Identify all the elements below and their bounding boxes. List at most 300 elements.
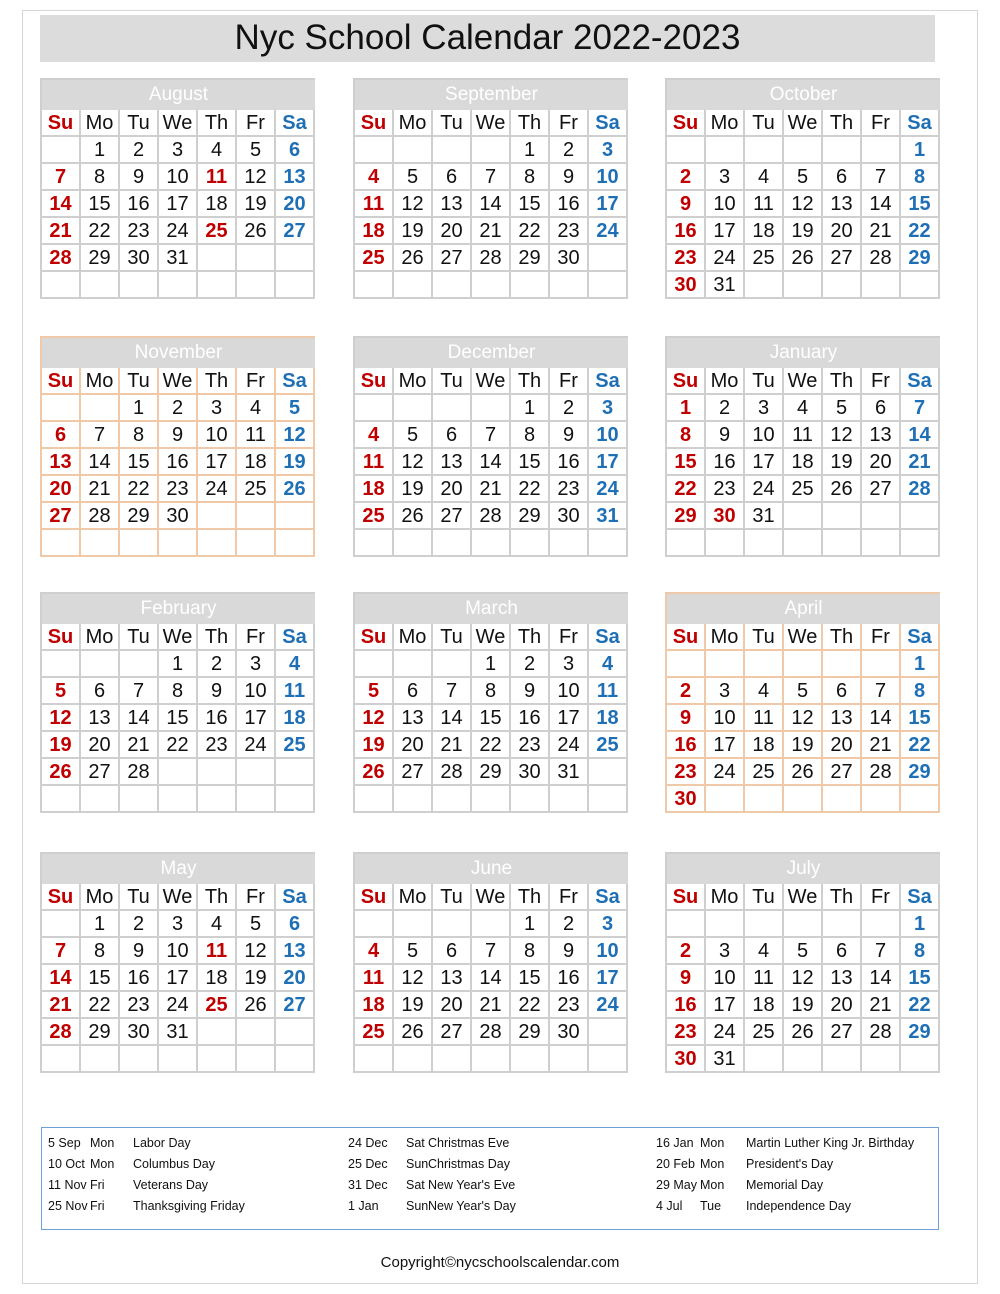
day-cell: 27 xyxy=(862,476,901,503)
day-cell: 29 xyxy=(667,503,706,530)
weekday-header-tu: Tu xyxy=(745,624,784,651)
day-cell: 8 xyxy=(120,422,159,449)
day-cell: 28 xyxy=(472,245,511,272)
holiday-date: 20 Feb xyxy=(656,1157,695,1171)
empty-day-cell xyxy=(745,1046,784,1073)
holiday-weekday: Fri xyxy=(90,1199,105,1213)
day-cell: 1 xyxy=(511,137,550,164)
weekday-header-tu: Tu xyxy=(433,110,472,137)
month-name: July xyxy=(667,854,940,884)
day-cell: 20 xyxy=(81,732,120,759)
day-cell: 30 xyxy=(706,503,745,530)
day-cell: 1 xyxy=(511,395,550,422)
empty-day-cell xyxy=(433,395,472,422)
weekday-header-fr: Fr xyxy=(237,110,276,137)
empty-day-cell xyxy=(511,1046,550,1073)
day-cell: 9 xyxy=(550,422,589,449)
empty-day-cell xyxy=(823,911,862,938)
day-cell: 24 xyxy=(745,476,784,503)
weekday-header-sa: Sa xyxy=(589,368,628,395)
empty-day-cell xyxy=(667,530,706,557)
day-cell: 2 xyxy=(706,395,745,422)
day-cell: 3 xyxy=(550,651,589,678)
holiday-weekday: Mon xyxy=(700,1136,725,1150)
weekday-header-mo: Mo xyxy=(706,624,745,651)
empty-day-cell xyxy=(901,530,940,557)
month-name: November xyxy=(42,338,315,368)
holiday-weekday: Mon xyxy=(90,1136,115,1150)
month-name: January xyxy=(667,338,940,368)
day-cell: 12 xyxy=(823,422,862,449)
empty-day-cell xyxy=(862,503,901,530)
day-cell: 11 xyxy=(745,191,784,218)
empty-day-cell xyxy=(42,137,81,164)
day-cell: 12 xyxy=(42,705,81,732)
day-cell: 7 xyxy=(901,395,940,422)
empty-day-cell xyxy=(198,786,237,813)
day-cell: 5 xyxy=(823,395,862,422)
day-cell: 30 xyxy=(159,503,198,530)
weekday-header-sa: Sa xyxy=(276,624,315,651)
month-grid xyxy=(42,110,315,299)
empty-day-cell xyxy=(237,530,276,557)
day-cell: 9 xyxy=(550,938,589,965)
day-cell: 8 xyxy=(901,678,940,705)
day-cell: 16 xyxy=(706,449,745,476)
empty-day-cell xyxy=(81,1046,120,1073)
weekday-header-sa: Sa xyxy=(901,110,940,137)
holiday-name: Martin Luther King Jr. Birthday xyxy=(746,1136,915,1150)
month-grid xyxy=(355,110,628,299)
holiday-name: Veterans Day xyxy=(133,1178,209,1192)
month-name: October xyxy=(667,80,940,110)
empty-day-cell xyxy=(276,759,315,786)
day-cell: 20 xyxy=(394,732,433,759)
day-cell: 30 xyxy=(667,272,706,299)
empty-day-cell xyxy=(550,272,589,299)
empty-day-cell xyxy=(120,272,159,299)
empty-day-cell xyxy=(784,1046,823,1073)
empty-day-cell xyxy=(823,137,862,164)
holiday-date: 4 Jul xyxy=(656,1199,683,1213)
weekday-header-mo: Mo xyxy=(394,368,433,395)
month-may xyxy=(40,852,315,1073)
day-cell: 5 xyxy=(276,395,315,422)
day-cell: 2 xyxy=(667,678,706,705)
empty-day-cell xyxy=(42,530,81,557)
day-cell: 22 xyxy=(901,218,940,245)
day-cell: 29 xyxy=(472,759,511,786)
day-cell: 29 xyxy=(81,245,120,272)
day-cell: 26 xyxy=(823,476,862,503)
empty-day-cell xyxy=(159,272,198,299)
day-cell: 25 xyxy=(745,245,784,272)
holiday-date: 1 Jan xyxy=(348,1199,379,1213)
day-cell: 17 xyxy=(745,449,784,476)
empty-day-cell xyxy=(784,651,823,678)
day-cell: 27 xyxy=(433,1019,472,1046)
empty-day-cell xyxy=(42,272,81,299)
holiday-name: Christmas Eve xyxy=(428,1136,510,1150)
day-cell: 17 xyxy=(589,191,628,218)
day-cell: 8 xyxy=(159,678,198,705)
month-grid xyxy=(667,884,940,1073)
month-name: December xyxy=(355,338,628,368)
empty-day-cell xyxy=(862,272,901,299)
day-cell: 22 xyxy=(472,732,511,759)
day-cell: 3 xyxy=(237,651,276,678)
month-august xyxy=(40,78,315,299)
weekday-header-th: Th xyxy=(823,110,862,137)
empty-day-cell xyxy=(862,786,901,813)
empty-day-cell xyxy=(667,911,706,938)
day-cell: 19 xyxy=(237,965,276,992)
day-cell: 5 xyxy=(784,164,823,191)
weekday-header-mo: Mo xyxy=(81,368,120,395)
empty-day-cell xyxy=(472,1046,511,1073)
day-cell: 6 xyxy=(42,422,81,449)
empty-day-cell xyxy=(120,651,159,678)
empty-day-cell xyxy=(237,1019,276,1046)
day-cell: 18 xyxy=(745,992,784,1019)
day-cell: 11 xyxy=(355,449,394,476)
day-cell: 14 xyxy=(120,705,159,732)
weekday-header-tu: Tu xyxy=(745,110,784,137)
day-cell: 30 xyxy=(550,503,589,530)
day-cell: 10 xyxy=(550,678,589,705)
day-cell: 18 xyxy=(745,732,784,759)
day-cell: 25 xyxy=(276,732,315,759)
day-cell: 9 xyxy=(667,965,706,992)
empty-day-cell xyxy=(120,530,159,557)
weekday-header-su: Su xyxy=(667,110,706,137)
day-cell: 9 xyxy=(706,422,745,449)
empty-day-cell xyxy=(159,759,198,786)
day-cell: 21 xyxy=(472,218,511,245)
day-cell: 13 xyxy=(42,449,81,476)
month-february xyxy=(40,592,315,813)
day-cell: 21 xyxy=(901,449,940,476)
day-cell: 4 xyxy=(237,395,276,422)
weekday-header-sa: Sa xyxy=(589,624,628,651)
empty-day-cell xyxy=(81,530,120,557)
empty-day-cell xyxy=(394,911,433,938)
empty-day-cell xyxy=(198,245,237,272)
day-cell: 17 xyxy=(706,732,745,759)
day-cell: 25 xyxy=(237,476,276,503)
day-cell: 18 xyxy=(198,191,237,218)
day-cell: 31 xyxy=(159,1019,198,1046)
empty-day-cell xyxy=(237,272,276,299)
day-cell: 6 xyxy=(276,911,315,938)
day-cell: 25 xyxy=(198,992,237,1019)
day-cell: 16 xyxy=(667,992,706,1019)
day-cell: 23 xyxy=(706,476,745,503)
month-grid xyxy=(355,624,628,813)
day-cell: 10 xyxy=(745,422,784,449)
day-cell: 8 xyxy=(901,938,940,965)
day-cell: 5 xyxy=(394,422,433,449)
empty-day-cell xyxy=(784,503,823,530)
empty-day-cell xyxy=(511,530,550,557)
weekday-header-we: We xyxy=(472,110,511,137)
day-cell: 24 xyxy=(550,732,589,759)
month-grid xyxy=(42,884,315,1073)
weekday-header-th: Th xyxy=(511,368,550,395)
day-cell: 24 xyxy=(237,732,276,759)
day-cell: 20 xyxy=(823,992,862,1019)
day-cell: 13 xyxy=(823,191,862,218)
day-cell: 24 xyxy=(589,992,628,1019)
day-cell: 15 xyxy=(81,965,120,992)
day-cell: 13 xyxy=(276,938,315,965)
day-cell: 3 xyxy=(159,911,198,938)
empty-day-cell xyxy=(589,530,628,557)
day-cell: 14 xyxy=(433,705,472,732)
month-name: September xyxy=(355,80,628,110)
day-cell: 11 xyxy=(745,965,784,992)
day-cell: 6 xyxy=(823,164,862,191)
day-cell: 16 xyxy=(198,705,237,732)
empty-day-cell xyxy=(706,786,745,813)
weekday-header-th: Th xyxy=(823,368,862,395)
day-cell: 29 xyxy=(511,245,550,272)
day-cell: 14 xyxy=(42,965,81,992)
day-cell: 2 xyxy=(511,651,550,678)
day-cell: 15 xyxy=(667,449,706,476)
day-cell: 15 xyxy=(511,191,550,218)
day-cell: 8 xyxy=(511,422,550,449)
day-cell: 28 xyxy=(472,1019,511,1046)
day-cell: 25 xyxy=(589,732,628,759)
empty-day-cell xyxy=(823,1046,862,1073)
day-cell: 21 xyxy=(433,732,472,759)
day-cell: 18 xyxy=(784,449,823,476)
empty-day-cell xyxy=(472,272,511,299)
day-cell: 28 xyxy=(472,503,511,530)
day-cell: 11 xyxy=(276,678,315,705)
holiday-name: Labor Day xyxy=(133,1136,191,1150)
day-cell: 10 xyxy=(706,705,745,732)
day-cell: 1 xyxy=(901,651,940,678)
day-cell: 4 xyxy=(276,651,315,678)
day-cell: 17 xyxy=(237,705,276,732)
month-june xyxy=(353,852,628,1073)
weekday-header-sa: Sa xyxy=(901,368,940,395)
weekday-header-sa: Sa xyxy=(589,110,628,137)
day-cell: 21 xyxy=(42,992,81,1019)
day-cell: 7 xyxy=(862,938,901,965)
empty-day-cell xyxy=(433,137,472,164)
day-cell: 3 xyxy=(706,678,745,705)
weekday-header-sa: Sa xyxy=(589,884,628,911)
month-grid xyxy=(42,624,315,813)
empty-day-cell xyxy=(784,911,823,938)
day-cell: 16 xyxy=(667,218,706,245)
day-cell: 13 xyxy=(81,705,120,732)
day-cell: 11 xyxy=(784,422,823,449)
day-cell: 6 xyxy=(862,395,901,422)
day-cell: 9 xyxy=(159,422,198,449)
day-cell: 24 xyxy=(589,218,628,245)
day-cell: 14 xyxy=(81,449,120,476)
day-cell: 1 xyxy=(472,651,511,678)
holiday-date: 25 Dec xyxy=(348,1157,388,1171)
weekday-header-su: Su xyxy=(42,110,81,137)
day-cell: 19 xyxy=(276,449,315,476)
day-cell: 7 xyxy=(862,678,901,705)
month-july xyxy=(665,852,940,1073)
day-cell: 20 xyxy=(276,965,315,992)
weekday-header-fr: Fr xyxy=(862,884,901,911)
weekday-header-su: Su xyxy=(355,624,394,651)
day-cell: 27 xyxy=(823,245,862,272)
day-cell: 28 xyxy=(862,1019,901,1046)
day-cell: 9 xyxy=(198,678,237,705)
empty-day-cell xyxy=(667,651,706,678)
day-cell: 15 xyxy=(901,705,940,732)
day-cell: 20 xyxy=(433,476,472,503)
day-cell: 27 xyxy=(433,503,472,530)
empty-day-cell xyxy=(198,503,237,530)
day-cell: 1 xyxy=(159,651,198,678)
empty-day-cell xyxy=(394,651,433,678)
day-cell: 4 xyxy=(355,422,394,449)
empty-day-cell xyxy=(355,137,394,164)
weekday-header-we: We xyxy=(159,368,198,395)
day-cell: 26 xyxy=(784,759,823,786)
month-name: February xyxy=(42,594,315,624)
day-cell: 10 xyxy=(198,422,237,449)
weekday-header-tu: Tu xyxy=(120,368,159,395)
empty-day-cell xyxy=(472,911,511,938)
holiday-name: Columbus Day xyxy=(133,1157,215,1171)
empty-day-cell xyxy=(394,786,433,813)
weekday-header-fr: Fr xyxy=(550,368,589,395)
day-cell: 26 xyxy=(784,245,823,272)
empty-day-cell xyxy=(862,530,901,557)
day-cell: 25 xyxy=(745,759,784,786)
empty-day-cell xyxy=(550,530,589,557)
empty-day-cell xyxy=(862,137,901,164)
day-cell: 1 xyxy=(901,911,940,938)
holiday-weekday: Sat xyxy=(406,1178,425,1192)
day-cell: 25 xyxy=(355,245,394,272)
day-cell: 20 xyxy=(433,218,472,245)
weekday-header-we: We xyxy=(159,624,198,651)
weekday-header-mo: Mo xyxy=(394,884,433,911)
holiday-weekday: Tue xyxy=(700,1199,722,1213)
holiday-date: 5 Sep xyxy=(48,1136,81,1150)
empty-day-cell xyxy=(589,1019,628,1046)
day-cell: 10 xyxy=(589,938,628,965)
day-cell: 21 xyxy=(42,218,81,245)
day-cell: 9 xyxy=(550,164,589,191)
day-cell: 12 xyxy=(394,449,433,476)
day-cell: 28 xyxy=(433,759,472,786)
day-cell: 19 xyxy=(394,476,433,503)
day-cell: 29 xyxy=(511,1019,550,1046)
weekday-header-mo: Mo xyxy=(706,884,745,911)
holiday-date: 11 Nov xyxy=(48,1178,87,1192)
empty-day-cell xyxy=(81,395,120,422)
day-cell: 23 xyxy=(511,732,550,759)
day-cell: 30 xyxy=(550,245,589,272)
day-cell: 2 xyxy=(550,395,589,422)
empty-day-cell xyxy=(511,786,550,813)
empty-day-cell xyxy=(237,503,276,530)
day-cell: 13 xyxy=(862,422,901,449)
day-cell: 24 xyxy=(706,759,745,786)
empty-day-cell xyxy=(589,759,628,786)
empty-day-cell xyxy=(901,1046,940,1073)
holiday-weekday: Sat xyxy=(406,1136,425,1150)
weekday-header-tu: Tu xyxy=(745,884,784,911)
day-cell: 3 xyxy=(589,395,628,422)
month-name: June xyxy=(355,854,628,884)
day-cell: 26 xyxy=(237,218,276,245)
day-cell: 24 xyxy=(706,1019,745,1046)
empty-day-cell xyxy=(589,786,628,813)
day-cell: 1 xyxy=(81,911,120,938)
day-cell: 26 xyxy=(394,245,433,272)
holiday-weekday: Mon xyxy=(700,1157,725,1171)
month-grid xyxy=(42,368,315,557)
day-cell: 19 xyxy=(784,992,823,1019)
holiday-weekday: Sun xyxy=(406,1157,429,1171)
weekday-header-su: Su xyxy=(42,624,81,651)
day-cell: 12 xyxy=(394,191,433,218)
day-cell: 18 xyxy=(198,965,237,992)
day-cell: 31 xyxy=(745,503,784,530)
holiday-date: 10 Oct xyxy=(48,1157,85,1171)
day-cell: 4 xyxy=(589,651,628,678)
empty-day-cell xyxy=(550,1046,589,1073)
copyright-text: Copyright©nycschoolscalendar.com xyxy=(380,1254,620,1271)
empty-day-cell xyxy=(901,786,940,813)
empty-day-cell xyxy=(159,1046,198,1073)
day-cell: 3 xyxy=(745,395,784,422)
weekday-header-su: Su xyxy=(355,110,394,137)
weekday-header-mo: Mo xyxy=(706,110,745,137)
weekday-header-mo: Mo xyxy=(81,884,120,911)
day-cell: 11 xyxy=(355,191,394,218)
empty-day-cell xyxy=(706,137,745,164)
empty-day-cell xyxy=(394,272,433,299)
day-cell: 19 xyxy=(823,449,862,476)
weekday-header-tu: Tu xyxy=(120,110,159,137)
day-cell: 28 xyxy=(81,503,120,530)
day-cell: 20 xyxy=(42,476,81,503)
day-cell: 7 xyxy=(472,422,511,449)
empty-day-cell xyxy=(237,1046,276,1073)
day-cell: 25 xyxy=(198,218,237,245)
day-cell: 3 xyxy=(159,137,198,164)
day-cell: 18 xyxy=(355,992,394,1019)
day-cell: 30 xyxy=(511,759,550,786)
empty-day-cell xyxy=(81,651,120,678)
weekday-header-fr: Fr xyxy=(237,624,276,651)
day-cell: 12 xyxy=(784,705,823,732)
empty-day-cell xyxy=(120,1046,159,1073)
weekday-header-we: We xyxy=(784,884,823,911)
day-cell: 11 xyxy=(745,705,784,732)
day-cell: 24 xyxy=(706,245,745,272)
month-grid xyxy=(667,624,940,813)
empty-day-cell xyxy=(198,530,237,557)
month-name: August xyxy=(42,80,315,110)
day-cell: 23 xyxy=(120,218,159,245)
